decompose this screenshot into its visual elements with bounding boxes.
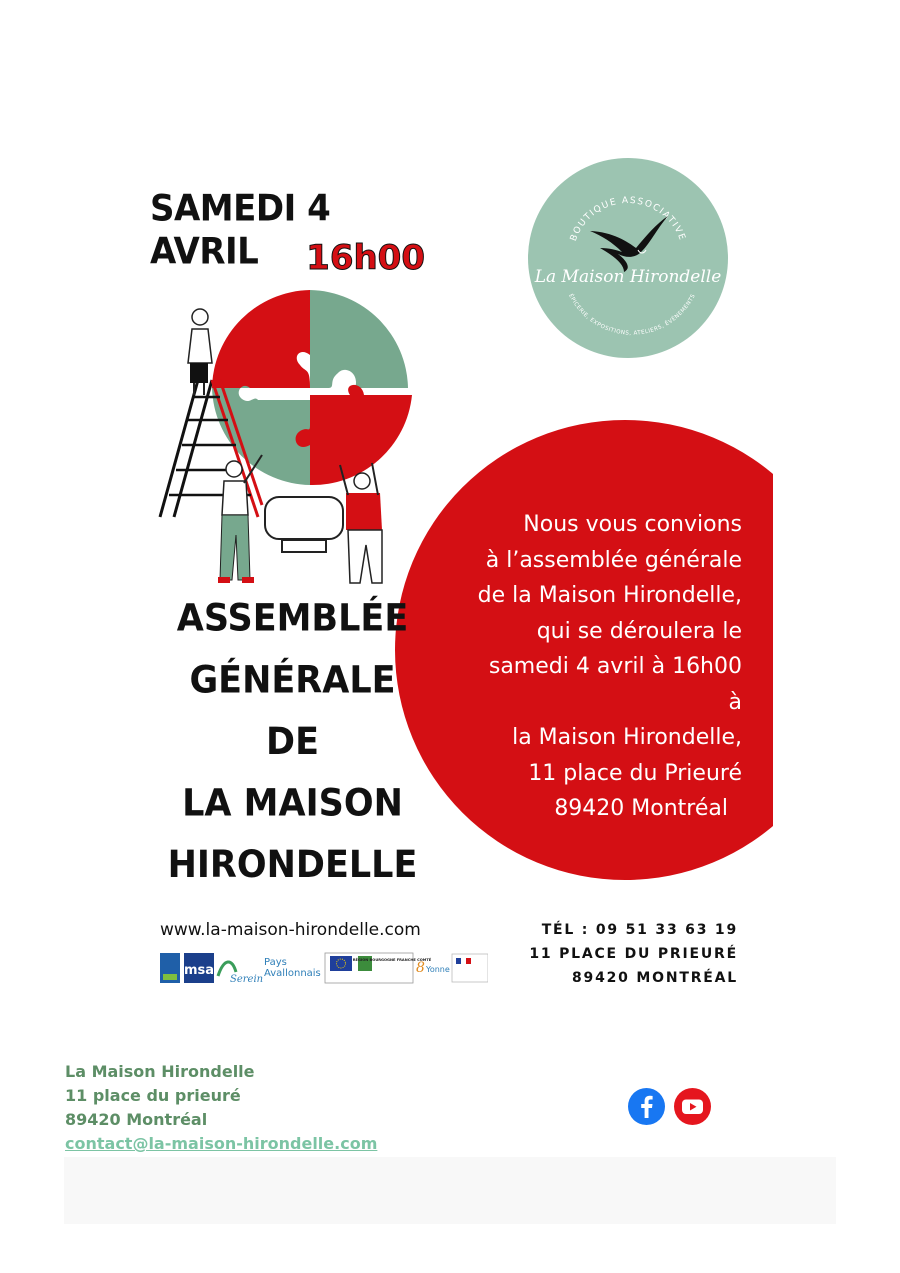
invitation-line: la Maison Hirondelle, [512, 725, 742, 750]
social-links [628, 1088, 712, 1128]
footer-street: 11 place du prieuré [65, 1086, 241, 1105]
event-date: SAMEDI 4 AVRIL [150, 186, 331, 274]
logo-arc-top: BOUTIQUE ASSOCIATIVE [568, 195, 688, 243]
facebook-icon[interactable] [628, 1088, 665, 1125]
republique-francaise-logo [452, 954, 488, 982]
svg-text:msa: msa [183, 963, 215, 978]
invitation-line: Nous vous convions [523, 512, 742, 537]
contact-phone: TÉL : 09 51 33 63 19 [541, 922, 738, 938]
logo-name: La Maison Hirondelle [534, 267, 722, 287]
pays-avallonnais-logo [264, 957, 321, 979]
partner-logos [160, 952, 488, 984]
svg-text:Pays: Pays [264, 957, 287, 968]
youtube-icon[interactable] [674, 1088, 711, 1125]
svg-text:Serein: Serein [230, 974, 264, 984]
invitation-line: de la Maison Hirondelle, [477, 583, 742, 608]
title-line: DE [266, 720, 319, 764]
footer-address [65, 1060, 377, 1156]
yonne-logo [416, 960, 450, 976]
event-time: 16h00 [306, 238, 425, 278]
svg-text:RÉGION BOURGOGNE FRANCHE COMTÉ: RÉGION BOURGOGNE FRANCHE COMTÉ [352, 958, 432, 962]
title-line: ASSEMBLÉE [176, 597, 409, 641]
contact-block [520, 918, 738, 990]
title-line: GÉNÉRALE [189, 658, 396, 702]
title-line: LA MAISON [182, 781, 403, 826]
invitation-line: qui se déroulera le [536, 618, 742, 644]
invitation-text [402, 507, 742, 827]
serein-logo [218, 962, 263, 984]
title-line: HIRONDELLE [167, 843, 418, 887]
svg-text:Yonne: Yonne [426, 965, 450, 974]
footer-bar [64, 1157, 836, 1224]
msa-logo [184, 953, 214, 983]
invitation-line: 11 place du Prieuré [528, 760, 742, 786]
logo-arc-bottom: ÉPICERIE, EXPOSITIONS, ATELIERS, ÉVÉNEMENTS [567, 293, 697, 337]
contact-city: 89420 MONTRÉAL [572, 970, 738, 986]
contact-street: 11 PLACE DU PRIEURÉ [529, 946, 738, 962]
assembly-title [160, 589, 425, 897]
footer-email-link[interactable]: contact@la-maison-hirondelle.com [65, 1134, 378, 1153]
website-url: www.la-maison-hirondelle.com [160, 920, 421, 940]
invitation-line: à [728, 689, 742, 715]
svg-text:Avallonnais: Avallonnais [264, 968, 321, 979]
invitation-line: 89420 Montréal [554, 796, 728, 821]
footer-name: La Maison Hirondelle [65, 1062, 255, 1081]
caf-logo [160, 953, 180, 983]
invitation-line: à l’assemblée générale [485, 547, 742, 573]
footer-city: 89420 Montréal [65, 1110, 208, 1129]
invitation-line: samedi 4 avril à 16h00 [488, 654, 742, 679]
svg-text:8: 8 [416, 960, 425, 976]
